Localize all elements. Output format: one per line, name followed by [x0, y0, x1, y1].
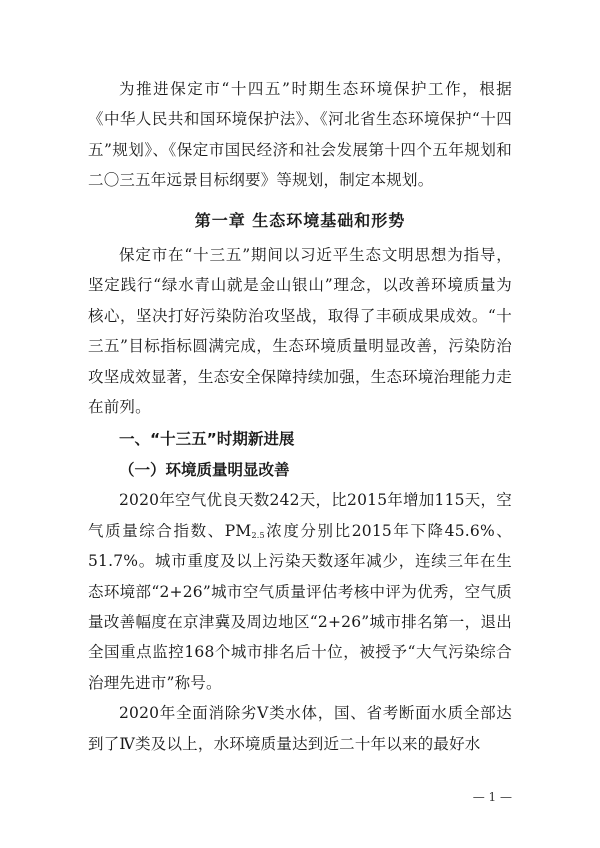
page-number: — 1 — — [472, 790, 512, 804]
document-body — [88, 74, 512, 759]
air-quality-paragraph — [88, 485, 512, 698]
pm-subscript: 2.5 — [251, 530, 265, 540]
chapter-title: 第一章 生态环境基础和形势 — [194, 210, 406, 230]
chapter-paragraph: 保定市在“十三五”期间以习近平生态文明思想为指导，坚定践行“绿水青山就是金山银山”理念，以改善环境质量为核心，坚决打好污染防治攻坚战，取得了丰硕成果成效。“十三五”目标指标圆满完成，生态环境质量明显改善，污染防治攻坚成效显著，生态安全保障持续加强，生态环境治理能力走在前列。 — [88, 246, 512, 417]
subsection-title: （一）环境质量明显改善 — [119, 459, 290, 479]
intro-paragraph: 为推进保定市“十四五”时期生态环境保护工作，根据《中华人民共和国环境保护法》、《河北省生态环境保护“十四五”规划》、《保定市国民经济和社会发展第十四个五年规划和二〇三五年远景目标纲要》等规划，制定本规划。 — [88, 80, 512, 190]
air-quality-text-start: 2020年空气优良天数242天，比2015年增加115天，空气质量综合指数、PM — [88, 491, 512, 540]
water-quality-paragraph: 2020年全面消除劣Ⅴ类水体，国、省考断面水质全部达到了Ⅳ类及以上，水环境质量达到近二十年以来的最好水 — [88, 704, 512, 753]
air-quality-text-end: 浓度分别比2015年下降45.6%、51.7%。城市重度及以上污染天数逐年减少，连续三年在生态环境部“2+26”城市空气质量评估考核中评为优秀，空气质量改善幅度在京津冀及周边地区“2+26”城市排名第一，退出全国重点监控168个城市排名后十位，被授予“大气污染综合治理先进市”称号。 — [88, 521, 512, 692]
section-title: 一、“十三五”时期新进展 — [119, 430, 295, 449]
